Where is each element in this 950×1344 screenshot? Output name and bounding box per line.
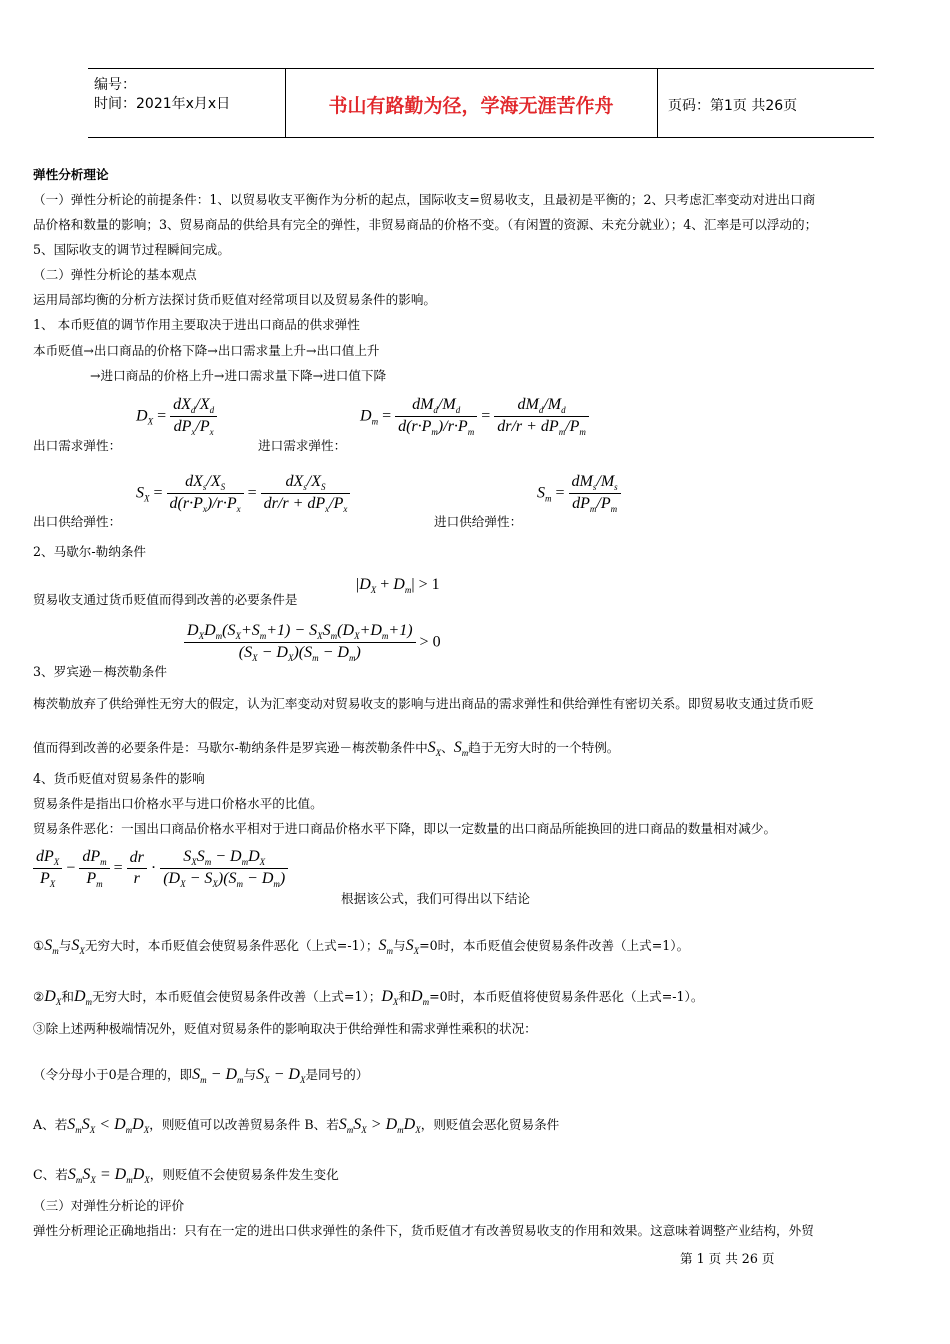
s2-heading: （二）弹性分析论的基本观点 — [33, 267, 197, 282]
c1-and: 与 — [58, 938, 72, 953]
case-b-formula: $S_mS_X > D_mD_X$ — [338, 1116, 421, 1136]
sm-minus-dm: $S_m - D_m$ — [192, 1066, 244, 1086]
import-supply-label: 进口供给弹性： — [434, 514, 523, 529]
chain-import: →进口商品的价格上升→进口需求量下降→进口值下降 — [90, 368, 387, 383]
export-supply-formula: $S_X$ = $\frac{dX_s/X_S}{d(r\cdot P_x)/r\cdot P_x}$ = $\frac{dX_s/X_S}{dr/r + dP_x/P_x}$ — [136, 473, 350, 514]
ml-condition-text: 贸易收支通过货币贬值而得到改善的必要条件是 — [33, 592, 298, 607]
s2-point3: 3、罗宾逊－梅茨勒条件 — [33, 664, 167, 679]
dx-symbol: $D_X$ — [44, 988, 62, 1008]
c2-and: 和 — [61, 989, 74, 1004]
import-demand-label: 进口需求弹性： — [258, 438, 347, 453]
ml-condition-formula: $|D_X + D_m| > 1$ — [356, 576, 440, 596]
import-supply-formula: $S_m$ = $\frac{dM_s/M_s}{dP_m/P_m}$ — [537, 473, 621, 514]
export-demand-label: 出口需求弹性： — [33, 438, 122, 453]
s2-point4: 4、货币贬值对贸易条件的影响 — [33, 771, 205, 786]
chain-export: 本币贬值→出口商品的价格下降→出口需求量上升→出口值上升 — [33, 343, 380, 358]
c1-text-2: =0时，本币贬值会使贸易条件改善（上式=1）。 — [419, 938, 690, 953]
number-label: 编号： — [94, 77, 136, 93]
c2-text-2: =0时，本币贬值将使贸易条件恶化（上式=-1）。 — [429, 989, 704, 1004]
sm-symbol: $S_m$ — [378, 937, 393, 957]
rm-line1: 梅茨勒放弃了供给弹性无穷大的假定，认为汇率变动对贸易收支的影响与进出商品的需求弹性和供给弹性有密切关系。即贸易收支通过货币贬 — [33, 696, 814, 711]
tt-line1: 贸易条件是指出口价格水平与进口价格水平的比值。 — [33, 796, 323, 811]
c1-text: 无穷大时，本币贬值会使贸易条件恶化（上式=-1）； — [84, 938, 379, 953]
case-c-formula: $S_mS_X = D_mD_X$ — [67, 1166, 150, 1186]
rm-line2-a: 值而得到改善的必要条件是：马歇尔-勒纳条件是罗宾逊－梅茨勒条件中 — [33, 740, 428, 755]
sm-symbol: $S_m$ — [453, 739, 469, 759]
export-demand-formula: $D_X$ = $\frac{dX_d/X_d}{dP_x/P_x}$ — [136, 396, 217, 437]
c2-text: 无穷大时，本币贬值会使贸易条件改善（上式=1）； — [92, 989, 382, 1004]
sm-symbol: $S_m$ — [44, 937, 59, 957]
sx-symbol: $S_X$ — [427, 739, 442, 759]
c3n-c: 是同号的） — [305, 1067, 369, 1082]
dm-symbol: $D_m$ — [73, 988, 93, 1008]
rm-line2-c: 趋于无穷大时的一个特例。 — [468, 740, 620, 755]
case-a-label: A、若 — [33, 1117, 68, 1132]
c1-marker: ① — [33, 938, 45, 953]
terms-of-trade-formula: $\frac{dP_X}{P_X}$ − $\frac{dP_m}{P_m}$ = $\frac{dr}{r}$ · $\frac{S_XS_m - D_mD_X}{(D_X - S_X)(S_m - D_m)}$ — [33, 848, 288, 889]
dx-symbol: $D_X$ — [381, 988, 399, 1008]
sx-symbol: $S_X$ — [71, 937, 85, 957]
header-cell-motto — [285, 69, 658, 137]
rm-line2-b: 、 — [441, 740, 454, 755]
c1-and-2: 与 — [392, 938, 406, 953]
case-b-text: ，则贬值会恶化贸易条件 — [420, 1117, 560, 1132]
s1-line2: 品价格和数量的影响；3、贸易商品的供给具有完全的弹性，非贸易商品的价格不变。（有闲置的资源、未充分就业）；4、汇率是可以浮动的； — [33, 217, 818, 232]
page-footer: 第 1 页 共 26 页 — [680, 1251, 775, 1266]
motto: 书山有路勤为径，学海无涯苦作舟 — [328, 95, 614, 117]
rm-line2 — [33, 739, 619, 762]
s2-point1: 1、 本币贬值的调节作用主要取决于进出口商品的供求弹性 — [33, 317, 360, 332]
conclusion-2 — [33, 988, 703, 1011]
doc-title: 弹性分析理论 — [33, 167, 109, 182]
conclusion-1 — [33, 937, 689, 960]
c3n-b: 与 — [243, 1067, 257, 1082]
s1-line3: 5、国际收支的调节过程瞬间完成。 — [33, 242, 230, 257]
tt-line2: 贸易条件恶化：一国出口商品价格水平相对于进口商品价格水平下降，即以一定数量的出口商品所能换回的进口商品的数量相对减少。 — [33, 821, 777, 836]
sx-minus-dx: $S_X - D_X$ — [256, 1066, 306, 1086]
conclusion-3: ③除上述两种极端情况外，贬值对贸易条件的影响取决于供给弹性和需求弹性乘积的状况： — [33, 1021, 537, 1036]
case-c-text: ，则贬值不会使贸易条件发生变化 — [149, 1167, 339, 1182]
s3-line1: 弹性分析理论正确地指出：只有在一定的进出口供求弹性的条件下，货币贬值才有改善贸易收支的作用和效果。这意味着调整产业结构，外贸 — [33, 1223, 814, 1238]
formula-note: 根据该公式，我们可得出以下结论 — [341, 891, 530, 906]
header-cell-page — [658, 69, 874, 137]
s2-intro: 运用局部均衡的分析方法探讨货币贬值对经常项目以及贸易条件的影响。 — [33, 292, 436, 307]
rm-condition-formula: $\frac{D_XD_m(S_X+S_m+1) - S_XS_m(D_X+D_m+1)}{(S_X - D_X)(S_m - D_m)}$ > 0 — [184, 622, 441, 663]
export-supply-label: 出口供给弹性： — [33, 514, 122, 529]
dm-symbol: $D_m$ — [411, 988, 430, 1008]
s3-heading: （三）对弹性分析论的评价 — [33, 1198, 185, 1213]
case-a-text: ，则贬值可以改善贸易条件 B、若 — [149, 1117, 339, 1132]
conclusion-3-note — [33, 1066, 368, 1089]
page-label: 页码：第1页 共26页 — [668, 98, 798, 114]
case-c-label: C、若 — [33, 1167, 68, 1182]
c2-marker: ② — [33, 989, 45, 1004]
header-cell-info — [88, 69, 286, 137]
c3n-a: （令分母小于0是合理的，即 — [33, 1067, 193, 1082]
time-label: 时间：2021年x月x日 — [94, 96, 231, 112]
s2-point2: 2、马歇尔-勒纳条件 — [33, 544, 147, 559]
import-demand-formula: $D_m$ = $\frac{dM_d/M_d}{d(r\cdot P_m)/r\cdot P_m}$ = $\frac{dM_d/M_d}{dr/r + dP_m/P_m}$ — [360, 396, 589, 437]
c2-and-2: 和 — [398, 989, 411, 1004]
case-c — [33, 1166, 339, 1189]
case-a-b — [33, 1116, 559, 1139]
s1-line1: （一）弹性分析论的前提条件：1、以贸易收支平衡作为分析的起点，国际收支=贸易收支，且最初是平衡的；2、只考虑汇率变动对进出口商 — [33, 192, 816, 207]
sx-symbol: $S_X$ — [405, 937, 420, 957]
header-table — [88, 68, 874, 138]
case-a-formula: $S_mS_X < D_mD_X$ — [67, 1116, 150, 1136]
